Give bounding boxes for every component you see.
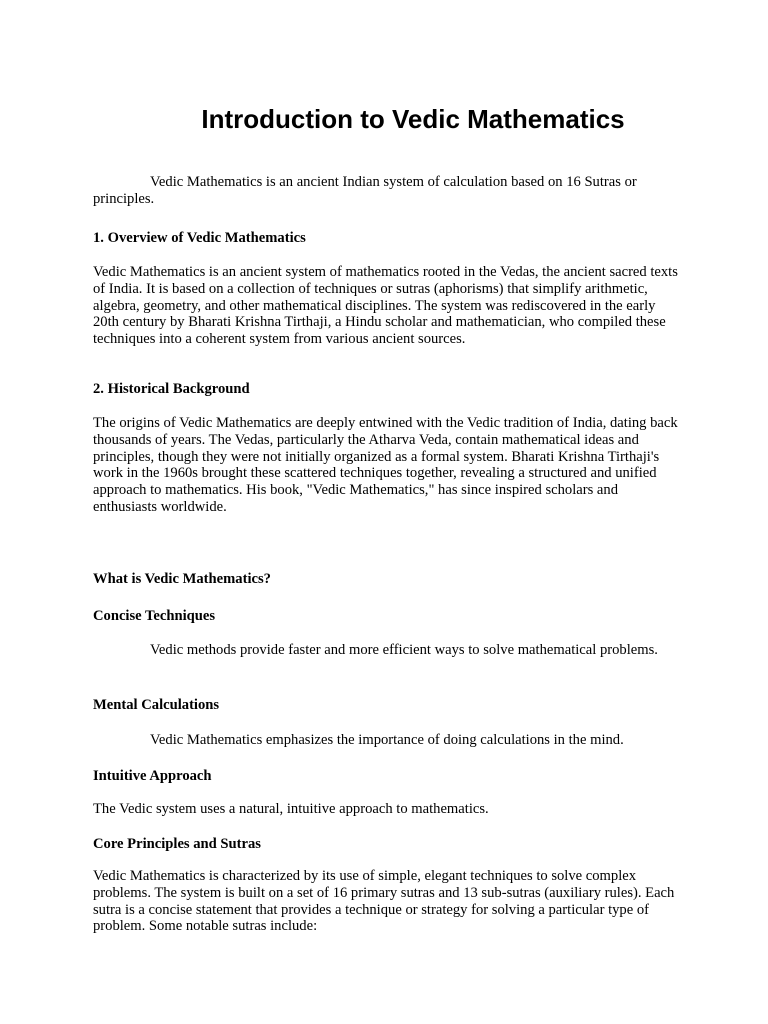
section-heading-intuitive: Intuitive Approach bbox=[93, 768, 212, 784]
section-body-mental: Vedic Mathematics emphasizes the importance of doing calculations in the mind. bbox=[150, 732, 624, 748]
intro-paragraph: Vedic Mathematics is an ancient Indian system of calculation based on 16 Sutras or principles. bbox=[93, 174, 637, 207]
section-heading-overview: 1. Overview of Vedic Mathematics bbox=[93, 230, 306, 246]
section-heading-history: 2. Historical Background bbox=[93, 381, 250, 397]
section-body-intuitive: The Vedic system uses a natural, intuitive approach to mathematics. bbox=[93, 801, 489, 817]
section-heading-what-is: What is Vedic Mathematics? bbox=[93, 571, 271, 587]
document-title: Introduction to Vedic Mathematics bbox=[201, 104, 625, 134]
section-body-concise: Vedic methods provide faster and more efficient ways to solve mathematical problems. bbox=[150, 642, 658, 658]
section-body-core-principles: Vedic Mathematics is characterized by its use of simple, elegant techniques to solve complex problems. The system is built on a set of 16 primary sutras and 13 sub-sutras (auxiliary rules). Each sutra is a concise statement that provides a technique or strategy for solving a particular type of problem. Some notable sutras include: bbox=[93, 868, 675, 935]
section-heading-mental: Mental Calculations bbox=[93, 697, 220, 713]
section-body-history: The origins of Vedic Mathematics are deeply entwined with the Vedic tradition of India, dating back thousands of years. The Vedas, particularly the Atharva Veda, contain mathematical ideas and principles, though they were not initially organized as a formal system. Bharati Krishna Tirthaji's work in the 1960s brought these scattered techniques together, revealing a structured and unified approach to mathematics. His book, "Vedic Mathematics," has since inspired scholars and enthusiasts worldwide. bbox=[93, 415, 678, 515]
section-body-overview: Vedic Mathematics is an ancient system of mathematics rooted in the Vedas, the ancient sacred texts of India. It is based on a collection of techniques or sutras (aphorisms) that simplify arithmetic, algebra, geometry, and other mathematical disciplines. The system was rediscovered in the early 20th century by Bharati Krishna Tirthaji, a Hindu scholar and mathematician, who compiled these techniques into a coherent system from various ancient sources. bbox=[93, 264, 678, 348]
section-heading-concise: Concise Techniques bbox=[93, 608, 216, 624]
section-heading-core-principles: Core Principles and Sutras bbox=[93, 836, 261, 852]
